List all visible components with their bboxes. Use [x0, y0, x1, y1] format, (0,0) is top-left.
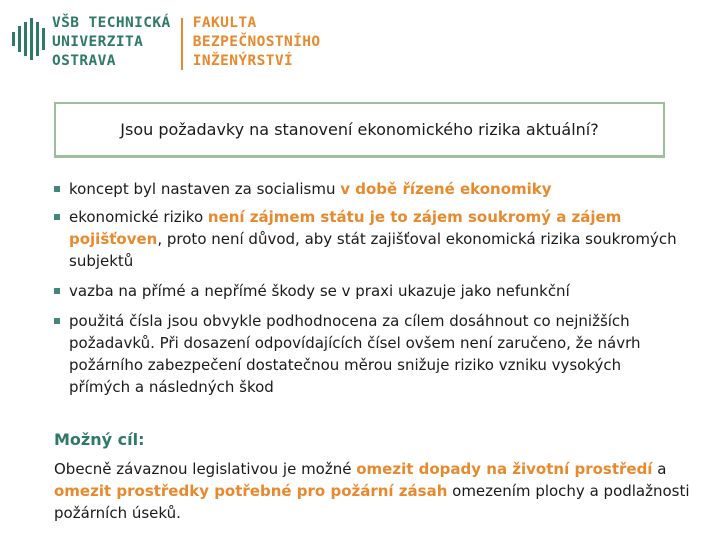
logo-line: OSTRAVA	[52, 53, 116, 69]
logo-bars-icon	[12, 18, 46, 62]
list-item	[54, 206, 684, 272]
logo-line: INŽENÝRSTVÍ	[192, 53, 294, 69]
logo-line: BEZPEČNOSTNÍHO	[192, 34, 321, 50]
logo-faculty-name	[193, 14, 321, 71]
bullet-highlight: není zájmem státu je to zájem soukromý a zájem pojišťoven	[69, 208, 622, 248]
bullet-text: koncept byl nastaven za socialismu	[69, 180, 341, 198]
goal-highlight: omezit dopady na životní prostředí	[356, 460, 653, 478]
goal-highlight: omezit prostředky potřebné pro požární zásah	[54, 482, 448, 500]
bullet-text: , proto není důvod, aby stát zajišťoval ekonomická rizika soukromých subjektů	[69, 230, 677, 270]
logo-line: VŠB TECHNICKÁ	[52, 15, 171, 31]
list-item	[54, 310, 684, 398]
logo-divider	[181, 18, 183, 70]
logo-university-name	[52, 14, 171, 71]
goal-paragraph	[54, 458, 694, 524]
university-logo	[12, 14, 321, 72]
goal-text: omezením plochy a podlažnosti požárních úseků.	[54, 482, 690, 522]
goal-text: a	[652, 460, 667, 478]
goal-text: Obecně závaznou legislativou je možné	[54, 460, 357, 478]
slide-title	[54, 102, 665, 158]
logo-line: FAKULTA	[192, 15, 257, 31]
bullet-text: ekonomické riziko	[69, 208, 208, 226]
logo-line: UNIVERZITA	[52, 34, 144, 50]
bullet-text: vazba na přímé a nepřímé škody se v praxi ukazuje jako nefunkční	[69, 282, 570, 300]
bullet-highlight: v době řízené ekonomiky	[340, 180, 552, 198]
list-item	[54, 178, 684, 200]
slide-title-text: Jsou požadavky na stanovení ekonomického rizika aktuální?	[120, 120, 599, 139]
bullet-list	[54, 178, 684, 404]
bullet-text: použitá čísla jsou obvykle podhodnocena za cílem dosáhnout co nejnižších požadavků. Při dosazení odpovídajících čísel ovšem není zaručeno, že návrh požárního zabezpečení dostatečnou měrou snižuje riziko vzniku vysokých přímých a následných škod	[69, 312, 641, 396]
goal-heading: Možný cíl:	[54, 430, 145, 449]
list-item	[54, 280, 684, 302]
